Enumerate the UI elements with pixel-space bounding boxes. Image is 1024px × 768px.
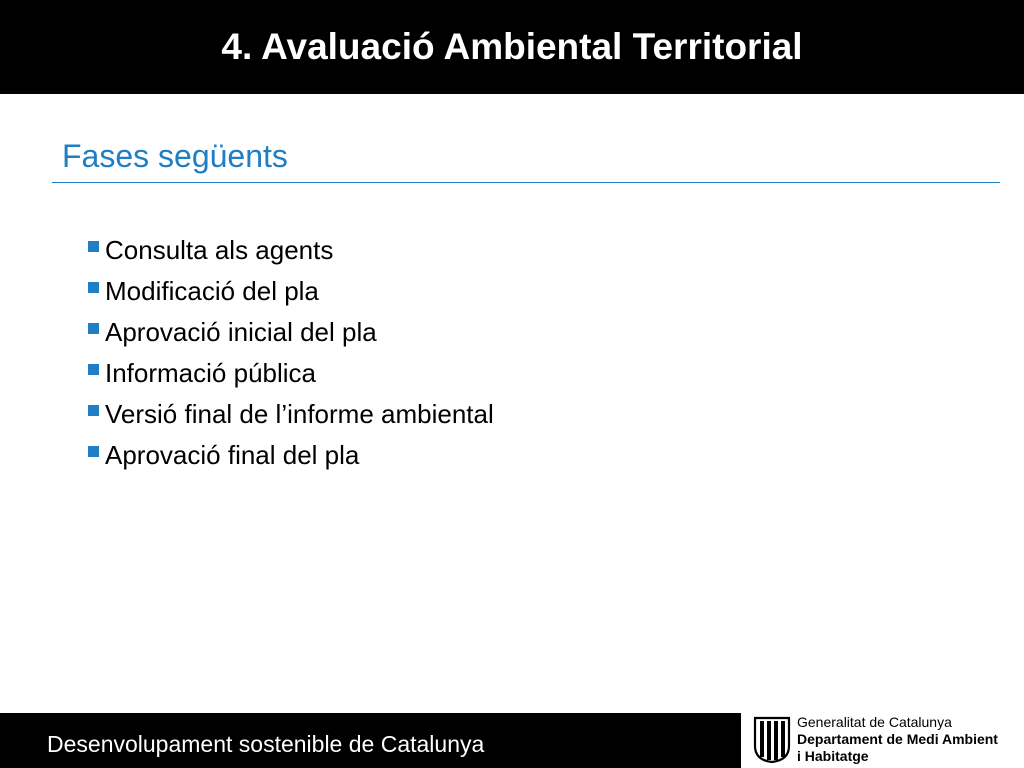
subtitle-divider [52,182,1000,183]
square-bullet-icon [88,364,99,375]
list-item [86,271,494,312]
slide-title: 4. Avaluació Ambiental Territorial [221,26,803,67]
list-item [86,312,494,353]
list-item-text: Informació pública [105,358,316,388]
generalitat-logo-text [797,714,1022,765]
list-item [86,394,494,435]
footer-text: Desenvolupament sostenible de Catalunya [47,731,485,757]
square-bullet-icon [88,405,99,416]
list-item-text: Modificació del pla [105,276,319,306]
list-item-text: Aprovació inicial del pla [105,317,377,347]
list-item-text: Versió final de l’informe ambiental [105,399,494,429]
logo-line-habitatge: i Habitatge [797,748,869,764]
square-bullet-icon [88,323,99,334]
section-subtitle: Fases següents [62,138,288,174]
bullet-list [86,230,494,476]
list-item-text: Aprovació final del pla [105,440,360,470]
logo-line-department: Departament de Medi Ambient [797,731,998,747]
generalitat-emblem-icon [753,716,791,764]
list-item [86,353,494,394]
list-item [86,230,494,271]
square-bullet-icon [88,282,99,293]
square-bullet-icon [88,446,99,457]
square-bullet-icon [88,241,99,252]
logo-line-generalitat: Generalitat de Catalunya [797,714,952,730]
list-item-text: Consulta als agents [105,235,334,265]
list-item [86,435,494,476]
